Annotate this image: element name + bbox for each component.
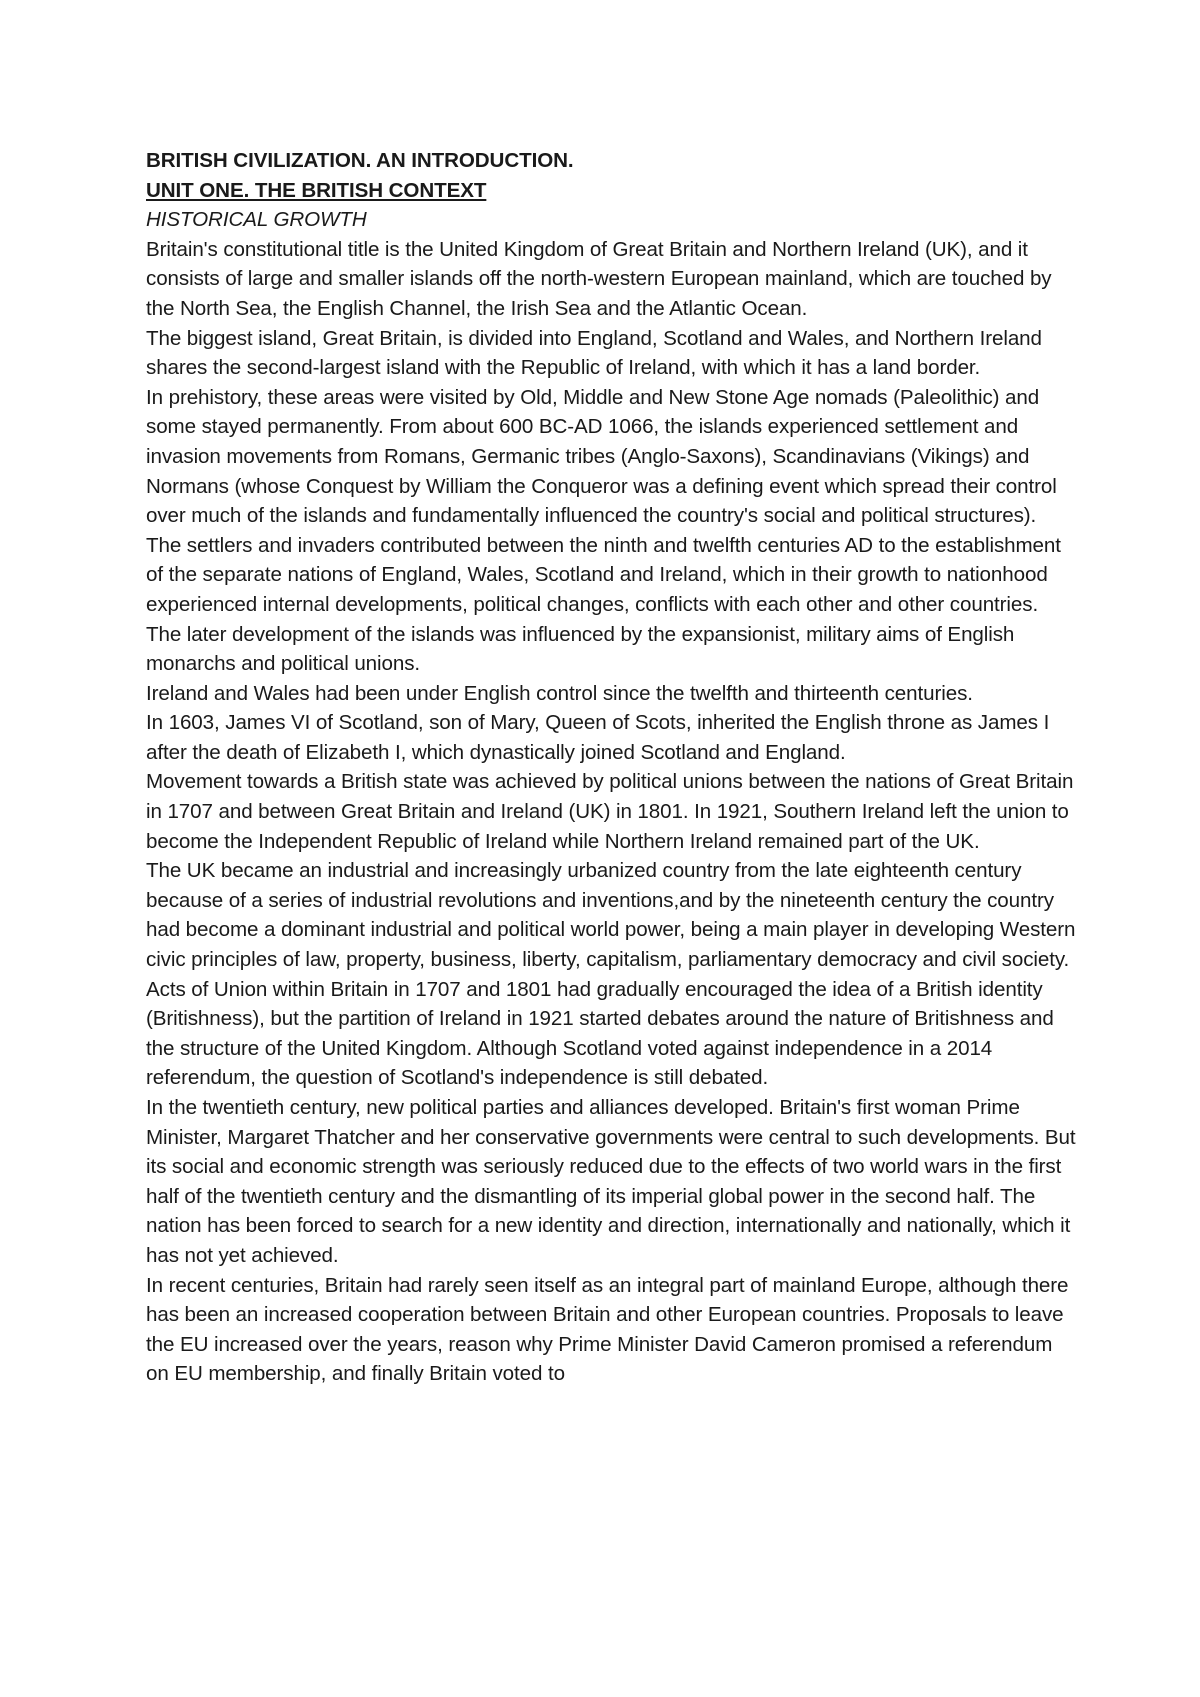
- unit-title: UNIT ONE. THE BRITISH CONTEXT: [146, 178, 487, 202]
- paragraph: Britain's constitutional title is the United Kingdom of Great Britain and Northern Ireland (UK), and it consists of large and smaller islands off the north-western European mainland, which are touched by the North Sea, the English Channel, the Irish Sea and the Atlantic Ocean.: [146, 237, 1052, 320]
- document-body: [146, 146, 1076, 1389]
- paragraph: In recent centuries, Britain had rarely seen itself as an integral part of mainland Europe, although there has been an increased cooperation between Britain and other European countries. Proposals to leave the EU increased over the years, reason why Prime Minister David Cameron promised a referendum on EU membership, and finally Britain voted to: [146, 1273, 1069, 1386]
- paragraph: Movement towards a British state was achieved by political unions between the nations of Great Britain in 1707 and between Great Britain and Ireland (UK) in 1801. In 1921, Southern Ireland left the union to become the Independent Republic of Ireland while Northern Ireland remained part of the UK.: [146, 770, 1074, 853]
- section-title: HISTORICAL GROWTH: [146, 208, 367, 232]
- paragraph: In 1603, James VI of Scotland, son of Mary, Queen of Scots, inherited the English throne as James I after the death of Elizabeth I, which dynastically joined Scotland and England.: [146, 711, 1050, 764]
- paragraph: The biggest island, Great Britain, is divided into England, Scotland and Wales, and Northern Ireland shares the second-largest island with the Republic of Ireland, with which it has a land border.: [146, 326, 1042, 380]
- paragraph: The settlers and invaders contributed between the ninth and twelfth centuries AD to the establishment of the separate nations of England, Wales, Scotland and Ireland, which in their growth to nationhood experienced internal developments, political changes, conflicts with each other and other countries.: [146, 533, 1061, 616]
- paragraph: The later development of the islands was influenced by the expansionist, military aims of English monarchs and political unions.: [146, 622, 1015, 676]
- paragraph: In the twentieth century, new political parties and alliances developed. Britain's first woman Prime Minister, Margaret Thatcher and her conservative governments were central to such developments. But its social and economic strength was seriously reduced due to the effects of two world wars in the first half of the twentieth century and the dismantling of its imperial global power in the second half. The nation has been forced to search for a new identity and direction, internationally and nationally, which it has not yet achieved.: [146, 1096, 1076, 1267]
- paragraph: The UK became an industrial and increasingly urbanized country from the late eighteenth century because of a series of industrial revolutions and inventions,and by the nineteenth century the country had become a dominant industrial and political world power, being a main player in developing Western civic principles of law, property, business, liberty, capitalism, parliamentary democracy and civil society.: [146, 859, 1076, 972]
- paragraph: Acts of Union within Britain in 1707 and 1801 had gradually encouraged the idea of a British identity (Britishness), but the partition of Ireland in 1921 started debates around the nature of Britishness and the structure of the United Kingdom. Although Scotland voted against independence in a 2014 referendum, the question of Scotland's independence is still debated.: [146, 977, 1054, 1090]
- paragraph: In prehistory, these areas were visited by Old, Middle and New Stone Age nomads (Paleolithic) and some stayed permanently. From about 600 BC-AD 1066, the islands experienced settlement and invasion movements from Romans, Germanic tribes (Anglo-Saxons), Scandinavians (Vikings) and Normans (whose Conquest by William the Conqueror was a defining event which spread their control over much of the islands and fundamentally influenced the country's social and political structures).: [146, 385, 1057, 528]
- document-title: BRITISH CIVILIZATION. AN INTRODUCTION.: [146, 149, 574, 172]
- paragraph: Ireland and Wales had been under English control since the twelfth and thirteenth centuries.: [146, 681, 973, 705]
